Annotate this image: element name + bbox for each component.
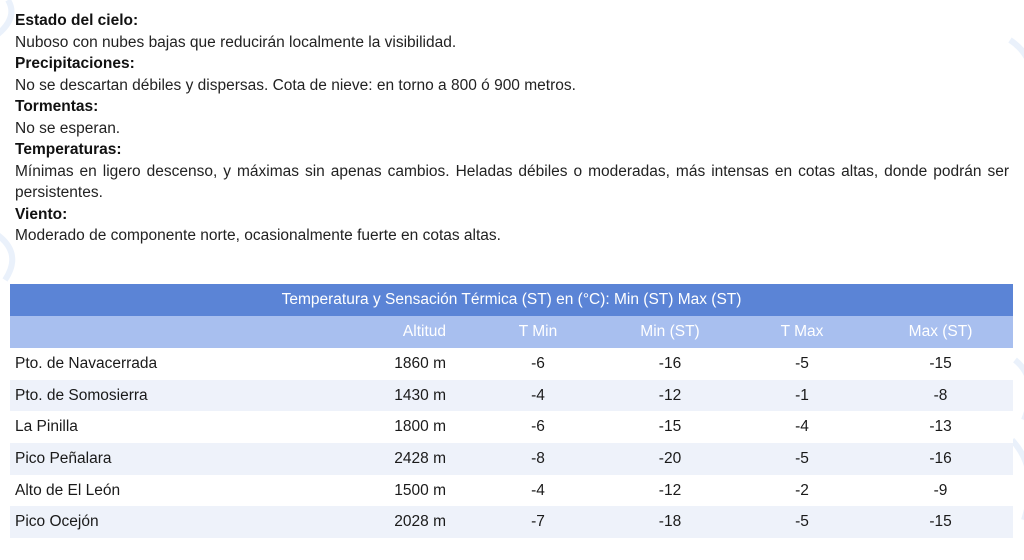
tmin-value: -4: [472, 380, 604, 412]
table-header-row: [10, 316, 1013, 348]
min-st-value: -16: [604, 348, 736, 380]
column-header-station: [10, 316, 210, 348]
min-st-value: -20: [604, 443, 736, 475]
column-header-max-st: Max (ST): [868, 316, 1013, 348]
tmin-value: -4: [472, 475, 604, 507]
station-name: Pto. de Somosierra: [10, 380, 210, 412]
column-header-min-st: Min (ST): [604, 316, 736, 348]
wind-heading: Viento:: [15, 205, 68, 223]
table-row: [10, 506, 1013, 538]
station-name: Alto de El León: [10, 475, 210, 507]
tmax-value: -2: [736, 475, 868, 507]
table-row: [10, 380, 1013, 412]
max-st-value: -15: [868, 506, 1013, 538]
min-st-value: -12: [604, 475, 736, 507]
min-st-value: -18: [604, 506, 736, 538]
max-st-value: -16: [868, 443, 1013, 475]
section-temperatures: [15, 139, 1009, 204]
precipitation-text: No se descartan débiles y dispersas. Cota de nieve: en torno a 800 ó 900 metros.: [15, 76, 576, 94]
tmin-value: -7: [472, 506, 604, 538]
tmax-value: -5: [736, 443, 868, 475]
altitud-value: 1430 m: [210, 380, 472, 412]
forecast-text: [15, 10, 1009, 247]
precipitation-heading: Precipitaciones:: [15, 55, 135, 72]
station-name: Pto. de Navacerrada: [10, 348, 210, 380]
tmax-value: -5: [736, 506, 868, 538]
tmax-value: -1: [736, 380, 868, 412]
altitud-value: 1860 m: [210, 348, 472, 380]
temperatures-heading: Temperaturas:: [15, 141, 122, 158]
station-name: Pico Peñalara: [10, 443, 210, 475]
table-title: Temperatura y Sensación Térmica (ST) en (°C): Min (ST) Max (ST): [10, 284, 1013, 316]
sky-heading: Estado del cielo:: [15, 12, 139, 29]
wind-text: Moderado de componente norte, ocasionalmente fuerte en cotas altas.: [15, 227, 501, 244]
table-row: [10, 443, 1013, 475]
min-st-value: -15: [604, 411, 736, 443]
column-header-tmax: T Max: [736, 316, 868, 348]
section-wind: [15, 204, 1009, 247]
temperatures-text: Mínimas en ligero descenso, y máximas sin apenas cambios. Heladas débiles o moderadas, más intensas en cotas altas, donde podrán ser persistentes.: [15, 162, 1009, 201]
max-st-value: -8: [868, 380, 1013, 412]
tmax-value: -4: [736, 411, 868, 443]
tmin-value: -6: [472, 348, 604, 380]
column-header-tmin: T Min: [472, 316, 604, 348]
column-header-altitud: Altitud: [210, 316, 472, 348]
table-row: [10, 348, 1013, 380]
min-st-value: -12: [604, 380, 736, 412]
max-st-value: -9: [868, 475, 1013, 507]
altitud-value: 2428 m: [210, 443, 472, 475]
table-title-row: [10, 284, 1013, 316]
table-row: [10, 475, 1013, 507]
table-row: [10, 411, 1013, 443]
tmin-value: -6: [472, 411, 604, 443]
altitud-value: 1800 m: [210, 411, 472, 443]
altitud-value: 1500 m: [210, 475, 472, 507]
section-sky: [15, 10, 1009, 53]
section-precipitation: [15, 53, 1009, 96]
storms-text: No se esperan.: [15, 119, 121, 137]
max-st-value: -13: [868, 411, 1013, 443]
max-st-value: -15: [868, 348, 1013, 380]
temperature-table: [10, 284, 1013, 538]
tmin-value: -8: [472, 443, 604, 475]
tmax-value: -5: [736, 348, 868, 380]
section-storms: [15, 96, 1009, 139]
station-name: La Pinilla: [10, 411, 210, 443]
storms-heading: Tormentas:: [15, 98, 99, 115]
sky-text: Nuboso con nubes bajas que reducirán localmente la visibilidad.: [15, 33, 457, 51]
altitud-value: 2028 m: [210, 506, 472, 538]
station-name: Pico Ocejón: [10, 506, 210, 538]
